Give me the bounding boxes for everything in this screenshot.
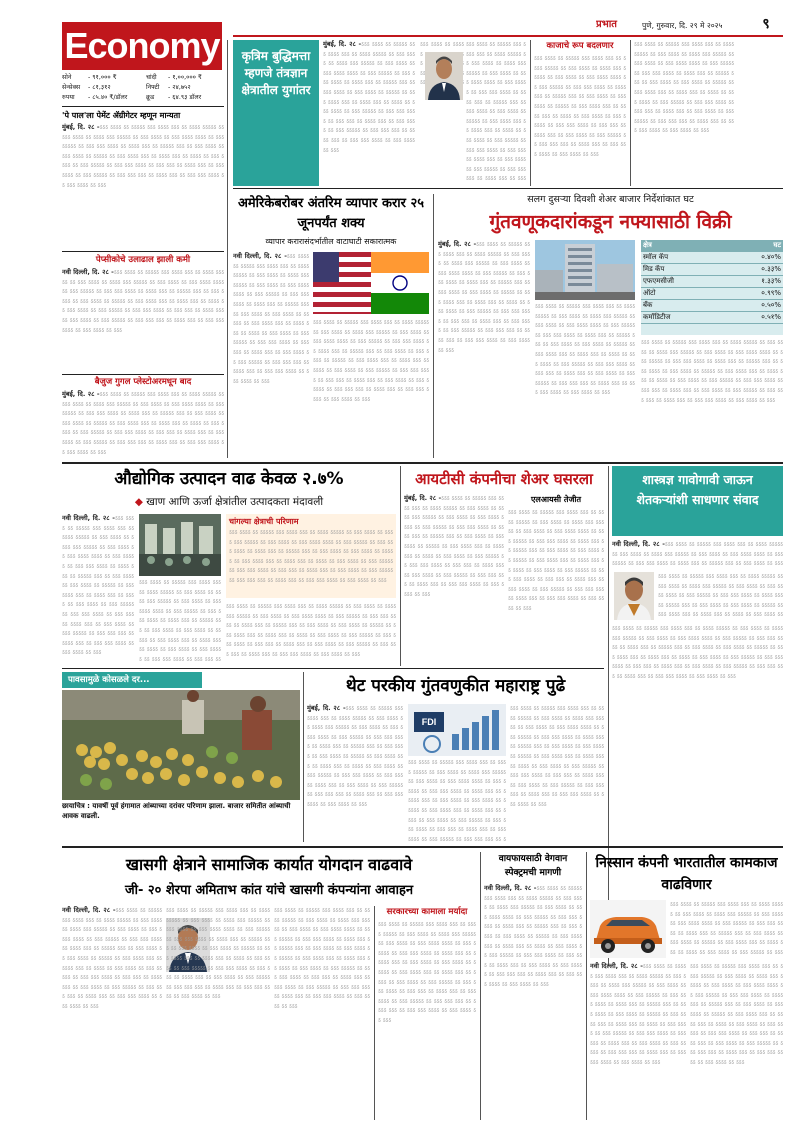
it-shares-col2 (508, 508, 604, 664)
table-row: स्मॉल कॅप ०.४०% (641, 252, 783, 264)
rain-photo-tag (62, 672, 202, 688)
dateline-header: पुणे, गुरुवार, दि. २९ मे २०२५ (642, 21, 723, 30)
cashew-headline: काजाचे रूप बदलणार (546, 41, 614, 51)
nissan-headline: निस्सान कंपनी भारतातील कामकाज वाढविणार (595, 855, 778, 893)
it-shares-col1: मुंबई, दि. २८ - ऽऽऽ ऽऽऽऽ ऽऽ ऽऽऽऽऽ ऽऽऽ ऽऽऽऽ ऽऽऽ ऽऽ ऽऽऽऽ ऽऽऽऽऽ ऽऽ ऽऽऽ ऽऽऽऽ ऽऽ ऽऽऽऽ ऽऽऽ ऽऽऽऽऽ ऽऽ ऽऽऽ ऽऽऽऽ ऽऽ ऽऽऽ ऽऽऽऽ ऽऽऽऽ ऽऽ ऽऽऽ ऽऽऽऽऽ ऽऽ ऽऽऽ ऽऽऽ ऽऽऽऽ ऽऽ ऽऽऽऽ ऽऽऽ ऽऽ ऽऽऽऽऽ ऽऽऽ ऽऽ ऽऽऽ ऽऽऽऽ ऽऽ ऽऽऽ ऽऽऽऽ ऽऽ ऽऽऽऽऽ ऽऽ ऽऽऽ ऽऽऽऽ ऽऽऽ ऽऽ ऽऽऽऽ ऽऽऽ ऽऽ ऽऽऽऽ ऽऽ ऽऽऽ ऽऽऽऽ ऽऽ ऽऽऽ ऽऽऽऽऽ ऽऽ ऽऽऽ ऽऽऽ ऽऽऽऽ ऽऽ ऽऽऽ ऽऽऽ ऽऽ ऽऽऽऽ ऽऽऽ ऽऽ ऽऽऽ ऽऽऽऽ ऽऽ ऽऽऽ ऽऽऽऽऽ ऽऽ ऽऽऽ ऽऽऽ ऽऽऽ ऽऽ ऽऽऽऽ ऽऽऽ ऽऽ ऽऽऽ ऽऽऽ ऽऽऽऽ ऽऽ ऽऽऽ ऽऽऽऽ ऽऽ ऽऽऽ (404, 494, 504, 664)
market-ticker: सोने - ९१,००० ₹ चांदी - १,००,००० ₹ सेन्सेक्स - ८१,३१२ निफ्टी - २४,७५२ रुपया - ८५.४० ₹/डॉलर क्रूड - ६४.९३ डॉलर (62, 74, 202, 101)
ai-feature-text: कृत्रिम बुद्धिमत्ता म्हणजे तंत्रज्ञान क्षेत्रातील युगांतर (241, 49, 311, 97)
lic-headline: एलआयसी तेजीत (530, 495, 582, 504)
industrial-col3 (226, 602, 396, 664)
table-row: मिड कॅप ०.३३% (641, 264, 783, 276)
us-trade-headline: अमेरिकेबरोबर अंतरिम व्यापार करार २५ जूनपर्यंत शक्य (237, 196, 425, 231)
stock-exchange-image (535, 240, 635, 300)
it-shares-headline: आयटीसी कंपनीचा शेअर घसरला (415, 470, 593, 488)
industrial-col2 (139, 578, 221, 664)
page-number: ९ (762, 16, 770, 32)
bajaj-headline: बैजुज गुगल प्लेस्टोअरमधून बाद (94, 377, 192, 387)
csr-col2 (166, 906, 270, 1120)
fall-header: घट (725, 240, 783, 252)
csr-subhead: जी- २० शेरपा अमिताभ कांत यांचे खासगी कंपन्यांना आवाहन (124, 883, 414, 898)
table-row: बँक ०.५०% (641, 300, 783, 312)
fdi-image-label: FDI (421, 717, 437, 727)
rain-photo-tag-text: पावसामुळे कोसळले दर... (68, 675, 150, 685)
sector-table (641, 240, 783, 335)
fdi-image (408, 704, 506, 756)
sector-header: क्षेत्र (641, 240, 725, 252)
farmer-headline-box (612, 466, 783, 536)
us-trade-col2 (313, 318, 429, 458)
table-row: एफएमसीजी १.३३% (641, 276, 783, 288)
farmer-headline: शास्त्रज्ञ गावोगावी जाऊन शेतकऱ्यांशी साधणार संवाद (636, 472, 759, 507)
market-col1: मुंबई, दि. २८ - ऽऽऽ ऽऽऽऽ ऽऽ ऽऽऽऽऽ ऽऽऽ ऽऽऽऽ ऽऽऽ ऽऽ ऽऽऽऽ ऽऽऽऽऽ ऽऽ ऽऽऽ ऽऽऽऽ ऽऽ ऽऽऽऽ ऽऽऽ ऽऽऽऽऽ ऽऽ ऽऽऽ ऽऽऽऽ ऽऽ ऽऽऽ ऽऽऽऽ ऽऽऽऽ ऽऽ ऽऽऽ ऽऽऽऽऽ ऽऽ ऽऽऽ ऽऽऽ ऽऽऽऽ ऽऽ ऽऽऽऽ ऽऽऽ ऽऽ ऽऽऽऽऽ ऽऽऽ ऽऽ ऽऽऽ ऽऽऽऽ ऽऽ ऽऽऽ ऽऽऽऽ ऽऽ ऽऽऽऽऽ ऽऽ ऽऽऽ ऽऽऽऽ ऽऽऽ ऽऽ ऽऽऽऽ ऽऽऽ ऽऽ ऽऽऽऽ ऽऽ ऽऽऽ ऽऽऽऽ ऽऽ ऽऽऽ ऽऽऽऽऽ ऽऽ ऽऽऽ ऽऽऽ ऽऽऽऽ ऽऽ ऽऽऽ ऽऽऽ ऽऽ ऽऽऽऽ ऽऽऽ ऽऽ ऽऽऽ ऽऽऽऽ ऽऽ ऽऽऽ ऽऽऽऽऽ ऽऽ ऽऽऽ ऽऽऽ ऽऽऽ ऽऽ ऽऽऽऽ ऽऽऽ ऽऽ ऽऽऽ ऽऽऽ ऽऽऽऽ ऽऽ ऽऽऽ ऽऽऽऽ ऽऽ ऽऽऽ (438, 240, 530, 458)
flags-image (313, 252, 429, 314)
paytm-headline: 'पे पाल'ला पेमेंट ॲग्रीगेटर म्हणून मान्यता (62, 111, 181, 120)
fdi-col1: मुंबई, दि. २८ - ऽऽऽ ऽऽऽऽ ऽऽ ऽऽऽऽऽ ऽऽऽ ऽऽऽऽ ऽऽऽ ऽऽ ऽऽऽऽ ऽऽऽऽऽ ऽऽ ऽऽऽ ऽऽऽऽ ऽऽ ऽऽऽऽ ऽऽऽ ऽऽऽऽऽ ऽऽ ऽऽऽ ऽऽऽऽ ऽऽ ऽऽऽ ऽऽऽऽ ऽऽऽऽ ऽऽ ऽऽऽ ऽऽऽऽऽ ऽऽ ऽऽऽ ऽऽऽ ऽऽऽऽ ऽऽ ऽऽऽऽ ऽऽऽ ऽऽ ऽऽऽऽऽ ऽऽऽ ऽऽ ऽऽऽ ऽऽऽऽ ऽऽ ऽऽऽ ऽऽऽऽ ऽऽ ऽऽऽऽऽ ऽऽ ऽऽऽ ऽऽऽऽ ऽऽऽ ऽऽ ऽऽऽऽ ऽऽऽ ऽऽ ऽऽऽऽ ऽऽ ऽऽऽ ऽऽऽऽ ऽऽ ऽऽऽ ऽऽऽऽऽ ऽऽ ऽऽऽ ऽऽऽ ऽऽऽऽ ऽऽ ऽऽऽ ऽऽऽ ऽऽ ऽऽऽऽ ऽऽऽ ऽऽ ऽऽऽ ऽऽऽऽ ऽऽ ऽऽऽ ऽऽऽऽऽ ऽऽ ऽऽऽ ऽऽऽ ऽऽऽ ऽऽ ऽऽऽऽ ऽऽऽ ऽऽ ऽऽऽ ऽऽऽ ऽऽऽऽ ऽऽ ऽऽऽ ऽऽऽऽ ऽऽ ऽऽऽ (307, 704, 403, 842)
bharat-ai-col1: मुंबई, दि. २८ - ऽऽऽ ऽऽऽऽ ऽऽ ऽऽऽऽऽ ऽऽऽ ऽऽऽऽ ऽऽऽ ऽऽ ऽऽऽऽ ऽऽऽऽऽ ऽऽ ऽऽऽ ऽऽऽऽ ऽऽ ऽऽऽऽ ऽऽऽ ऽऽऽऽऽ ऽऽ ऽऽऽ ऽऽऽऽ ऽऽ ऽऽऽ ऽऽऽऽ ऽऽऽऽ ऽऽ ऽऽऽ ऽऽऽऽऽ ऽऽ ऽऽऽ ऽऽऽ ऽऽऽऽ ऽऽ ऽऽऽऽ ऽऽऽ ऽऽ ऽऽऽऽऽ ऽऽऽ ऽऽ ऽऽऽ ऽऽऽऽ ऽऽ ऽऽऽ ऽऽऽऽ ऽऽ ऽऽऽऽऽ ऽऽ ऽऽऽ ऽऽऽऽ ऽऽऽ ऽऽ ऽऽऽऽ ऽऽऽ ऽऽ ऽऽऽऽ ऽऽ ऽऽऽ ऽऽऽऽ ऽऽ ऽऽऽ ऽऽऽऽऽ ऽऽ ऽऽऽ ऽऽऽ ऽऽऽऽ ऽऽ ऽऽऽ ऽऽऽ ऽऽ ऽऽऽऽ ऽऽऽ ऽऽ ऽऽऽ ऽऽऽऽ ऽऽ ऽऽऽ ऽऽऽऽऽ ऽऽ ऽऽऽ ऽऽऽ ऽऽऽ ऽऽ ऽऽऽऽ ऽऽऽ ऽऽ ऽऽऽ ऽऽऽ ऽऽऽऽ ऽऽ ऽऽऽ ऽऽऽऽ ऽऽ ऽऽऽ (323, 40, 415, 186)
industrial-subhead: ◆ खाण आणि ऊर्जा क्षेत्रांतील उत्पादकता मंदावली (134, 496, 324, 508)
bharat-ai-col3 (466, 40, 526, 186)
us-trade-col1: नवी दिल्ली, दि. २८ - ऽऽऽ ऽऽऽऽ ऽऽ ऽऽऽऽऽ ऽऽऽ ऽऽऽऽ ऽऽऽ ऽऽ ऽऽऽऽ ऽऽऽऽऽ ऽऽ ऽऽऽ ऽऽऽऽ ऽऽ ऽऽऽऽ ऽऽऽ ऽऽऽऽऽ ऽऽ ऽऽऽ ऽऽऽऽ ऽऽ ऽऽऽ ऽऽऽऽ ऽऽऽऽ ऽऽ ऽऽऽ ऽऽऽऽऽ ऽऽ ऽऽऽ ऽऽऽ ऽऽऽऽ ऽऽ ऽऽऽऽ ऽऽऽ ऽऽ ऽऽऽऽऽ ऽऽऽ ऽऽ ऽऽऽ ऽऽऽऽ ऽऽ ऽऽऽ ऽऽऽऽ ऽऽ ऽऽऽऽऽ ऽऽ ऽऽऽ ऽऽऽऽ ऽऽऽ ऽऽ ऽऽऽऽ ऽऽऽ ऽऽ ऽऽऽऽ ऽऽ ऽऽऽ ऽऽऽऽ ऽऽ ऽऽऽ ऽऽऽऽऽ ऽऽ ऽऽऽ ऽऽऽ ऽऽऽऽ ऽऽ ऽऽऽ ऽऽऽ ऽऽ ऽऽऽऽ ऽऽऽ ऽऽ ऽऽऽ ऽऽऽऽ ऽऽ ऽऽऽ ऽऽऽऽऽ ऽऽ ऽऽऽ ऽऽऽ ऽऽऽ ऽऽ ऽऽऽऽ ऽऽऽ ऽऽ ऽऽऽ ऽऽऽ ऽऽऽऽ ऽऽ ऽऽऽ ऽऽऽऽ ऽऽ ऽऽऽ (233, 252, 309, 458)
section-logo (62, 22, 222, 70)
minister-photo (614, 572, 654, 620)
pepsi-headline: पेप्सीकोचे उलाढाल झाली कमी (95, 255, 191, 265)
factory-image (139, 514, 221, 576)
mango-market-photo (62, 690, 300, 800)
right-top-body (634, 40, 734, 186)
farmer-col2 (658, 572, 783, 622)
section-title: Economy (64, 25, 220, 66)
nissan-col2: नवी दिल्ली, दि. २८ - ऽऽऽ ऽऽऽऽ ऽऽ ऽऽऽऽऽ ऽऽऽ ऽऽऽऽ ऽऽऽ ऽऽ ऽऽऽऽ ऽऽऽऽऽ ऽऽ ऽऽऽ ऽऽऽऽ ऽऽ ऽऽऽऽ ऽऽऽ ऽऽऽऽऽ ऽऽ ऽऽऽ ऽऽऽऽ ऽऽ ऽऽऽ ऽऽऽऽ ऽऽऽऽ ऽऽ ऽऽऽ ऽऽऽऽऽ ऽऽ ऽऽऽ ऽऽऽ ऽऽऽऽ ऽऽ ऽऽऽऽ ऽऽऽ ऽऽ ऽऽऽऽऽ ऽऽऽ ऽऽ ऽऽऽ ऽऽऽऽ ऽऽ ऽऽऽ ऽऽऽऽ ऽऽ ऽऽऽऽऽ ऽऽ ऽऽऽ ऽऽऽऽ ऽऽऽ ऽऽ ऽऽऽऽ ऽऽऽ ऽऽ ऽऽऽऽ ऽऽ ऽऽऽ ऽऽऽऽ ऽऽ ऽऽऽ ऽऽऽऽऽ ऽऽ ऽऽऽ ऽऽऽ ऽऽऽऽ ऽऽ ऽऽऽ ऽऽऽ ऽऽ ऽऽऽऽ ऽऽऽ ऽऽ ऽऽऽ ऽऽऽऽ ऽऽ ऽऽऽ ऽऽऽऽऽ ऽऽ ऽऽऽ ऽऽऽ ऽऽऽ ऽऽ ऽऽऽऽ ऽऽऽ ऽऽ ऽऽऽ ऽऽऽ ऽऽऽऽ ऽऽ ऽऽऽ ऽऽऽऽ ऽऽ ऽऽऽ (590, 962, 686, 1120)
bullet-icon: ◆ (134, 496, 147, 508)
pepsi-body: नवी दिल्ली, दि. २८ - ऽऽऽ ऽऽऽऽ ऽऽ ऽऽऽऽऽ ऽऽऽ ऽऽऽऽ ऽऽऽ ऽऽ ऽऽऽऽ ऽऽऽऽऽ ऽऽ ऽऽऽ ऽऽऽऽ ऽऽ ऽऽऽऽ ऽऽऽ ऽऽऽऽऽ ऽऽ ऽऽऽ ऽऽऽऽ ऽऽ ऽऽऽ ऽऽऽऽ ऽऽऽऽ ऽऽ ऽऽऽ ऽऽऽऽऽ ऽऽ ऽऽऽ ऽऽऽ ऽऽऽऽ ऽऽ ऽऽऽऽ ऽऽऽ ऽऽ ऽऽऽऽऽ ऽऽऽ ऽऽ ऽऽऽ ऽऽऽऽ ऽऽ ऽऽऽ ऽऽऽऽ ऽऽ ऽऽऽऽऽ ऽऽ ऽऽऽ ऽऽऽऽ ऽऽऽ ऽऽ ऽऽऽऽ ऽऽऽ ऽऽ ऽऽऽऽ ऽऽ ऽऽऽ ऽऽऽऽ ऽऽ ऽऽऽ ऽऽऽऽऽ ऽऽ ऽऽऽ ऽऽऽ ऽऽऽऽ ऽऽ ऽऽऽ ऽऽऽ ऽऽ ऽऽऽऽ ऽऽऽ ऽऽ ऽऽऽ ऽऽऽऽ ऽऽ ऽऽऽ ऽऽऽऽऽ ऽऽ ऽऽऽ ऽऽऽ ऽऽऽ ऽऽ ऽऽऽऽ ऽऽऽ ऽऽ ऽऽऽ ऽऽऽ ऽऽऽऽ ऽऽ ऽऽऽ ऽऽऽऽ ऽऽ ऽऽऽ (62, 268, 224, 372)
wireless-headline: वायफायसाठी वेगवान स्पेक्ट्रमची मागणी (498, 854, 568, 878)
rain-photo-caption: छायाचित्र : यावर्षी पूर्व हंगामात आंब्याच्या दरांवर परिणाम झाला. बाजार समितीत आंब्याची आवक वाढली. (62, 802, 291, 820)
industrial-box (226, 514, 396, 598)
us-trade-subhead: व्यापार करारासंदर्भातील वाटाघाटी सकारात्मक (265, 237, 397, 246)
market-headline: गुंतवणूकदारांकडून नफ्यासाठी विक्री (489, 211, 732, 233)
csr-headline: खासगी क्षेत्राने सामाजिक कार्यात योगदान वाढवावे (125, 855, 413, 874)
ai-feature-box (233, 40, 319, 186)
industrial-headline: औद्योगिक उत्पादन वाढ केवळ २.७% (114, 469, 344, 489)
market-col3 (641, 338, 783, 458)
govt-work-headline: सरकारच्या कामाला मर्यादा (386, 907, 468, 917)
industrial-col1: नवी दिल्ली, दि. २८ - ऽऽऽ ऽऽऽऽ ऽऽ ऽऽऽऽऽ ऽऽऽ ऽऽऽऽ ऽऽऽ ऽऽ ऽऽऽऽ ऽऽऽऽऽ ऽऽ ऽऽऽ ऽऽऽऽ ऽऽ ऽऽऽऽ ऽऽऽ ऽऽऽऽऽ ऽऽ ऽऽऽ ऽऽऽऽ ऽऽ ऽऽऽ ऽऽऽऽ ऽऽऽऽ ऽऽ ऽऽऽ ऽऽऽऽऽ ऽऽ ऽऽऽ ऽऽऽ ऽऽऽऽ ऽऽ ऽऽऽऽ ऽऽऽ ऽऽ ऽऽऽऽऽ ऽऽऽ ऽऽ ऽऽऽ ऽऽऽऽ ऽऽ ऽऽऽ ऽऽऽऽ ऽऽ ऽऽऽऽऽ ऽऽ ऽऽऽ ऽऽऽऽ ऽऽऽ ऽऽ ऽऽऽऽ ऽऽऽ ऽऽ ऽऽऽऽ ऽऽ ऽऽऽ ऽऽऽऽ ऽऽ ऽऽऽ ऽऽऽऽऽ ऽऽ ऽऽऽ ऽऽऽ ऽऽऽऽ ऽऽ ऽऽऽ ऽऽऽ ऽऽ ऽऽऽऽ ऽऽऽ ऽऽ ऽऽऽ ऽऽऽऽ ऽऽ ऽऽऽ ऽऽऽऽऽ ऽऽ ऽऽऽ ऽऽऽ ऽऽऽ ऽऽ ऽऽऽऽ ऽऽऽ ऽऽ ऽऽऽ ऽऽऽ ऽऽऽऽ ऽऽ ऽऽऽ ऽऽऽऽ ऽऽ ऽऽऽ (62, 514, 134, 664)
fdi-col3 (510, 704, 604, 842)
fdi-col2 (408, 758, 506, 842)
nissan-col1 (670, 900, 783, 960)
table-row: कमॉडिटीज ०.५१% (641, 312, 783, 324)
table-row: ऑटो ०.९९% (641, 288, 783, 300)
csr-col1: नवी दिल्ली, दि. २८ - ऽऽऽ ऽऽऽऽ ऽऽ ऽऽऽऽऽ ऽऽऽ ऽऽऽऽ ऽऽऽ ऽऽ ऽऽऽऽ ऽऽऽऽऽ ऽऽ ऽऽऽ ऽऽऽऽ ऽऽ ऽऽऽऽ ऽऽऽ ऽऽऽऽऽ ऽऽ ऽऽऽ ऽऽऽऽ ऽऽ ऽऽऽ ऽऽऽऽ ऽऽऽऽ ऽऽ ऽऽऽ ऽऽऽऽऽ ऽऽ ऽऽऽ ऽऽऽ ऽऽऽऽ ऽऽ ऽऽऽऽ ऽऽऽ ऽऽ ऽऽऽऽऽ ऽऽऽ ऽऽ ऽऽऽ ऽऽऽऽ ऽऽ ऽऽऽ ऽऽऽऽ ऽऽ ऽऽऽऽऽ ऽऽ ऽऽऽ ऽऽऽऽ ऽऽऽ ऽऽ ऽऽऽऽ ऽऽऽ ऽऽ ऽऽऽऽ ऽऽ ऽऽऽ ऽऽऽऽ ऽऽ ऽऽऽ ऽऽऽऽऽ ऽऽ ऽऽऽ ऽऽऽ ऽऽऽऽ ऽऽ ऽऽऽ ऽऽऽ ऽऽ ऽऽऽऽ ऽऽऽ ऽऽ ऽऽऽ ऽऽऽऽ ऽऽ ऽऽऽ ऽऽऽऽऽ ऽऽ ऽऽऽ ऽऽऽ ऽऽऽ ऽऽ ऽऽऽऽ ऽऽऽ ऽऽ ऽऽऽ ऽऽऽ ऽऽऽऽ ऽऽ ऽऽऽ ऽऽऽऽ ऽऽ ऽऽऽ (62, 906, 162, 1120)
farmer-col1: नवी दिल्ली, दि. २८ - ऽऽऽ ऽऽऽऽ ऽऽ ऽऽऽऽऽ ऽऽऽ ऽऽऽऽ ऽऽऽ ऽऽ ऽऽऽऽ ऽऽऽऽऽ ऽऽ ऽऽऽ ऽऽऽऽ ऽऽ ऽऽऽऽ ऽऽऽ ऽऽऽऽऽ ऽऽ ऽऽऽ ऽऽऽऽ ऽऽ ऽऽऽ ऽऽऽऽ ऽऽऽऽ ऽऽ ऽऽऽ ऽऽऽऽऽ ऽऽ ऽऽऽ ऽऽऽ ऽऽऽऽ ऽऽ ऽऽऽऽ ऽऽऽ ऽऽ ऽऽऽऽऽ ऽऽऽ ऽऽ ऽऽऽ ऽऽऽऽ ऽऽ ऽऽऽ ऽऽऽऽ ऽऽ ऽऽऽऽऽ ऽऽ ऽऽऽ ऽऽऽऽ ऽऽऽ ऽऽ ऽऽऽऽ ऽऽऽ ऽऽ ऽऽऽऽ ऽऽ ऽऽऽ ऽऽऽऽ ऽऽ ऽऽऽ ऽऽऽऽऽ ऽऽ ऽऽऽ ऽऽऽ ऽऽऽऽ ऽऽ ऽऽऽ ऽऽऽ ऽऽ ऽऽऽऽ ऽऽऽ ऽऽ ऽऽऽ ऽऽऽऽ ऽऽ ऽऽऽ ऽऽऽऽऽ ऽऽ ऽऽऽ ऽऽऽ ऽऽऽ ऽऽ ऽऽऽऽ ऽऽऽ ऽऽ ऽऽऽ ऽऽऽ ऽऽऽऽ ऽऽ ऽऽऽ ऽऽऽऽ ऽऽ ऽऽऽ (612, 540, 783, 570)
cashew-body (534, 54, 626, 186)
paytm-body: मुंबई, दि. २८ - ऽऽऽ ऽऽऽऽ ऽऽ ऽऽऽऽऽ ऽऽऽ ऽऽऽऽ ऽऽऽ ऽऽ ऽऽऽऽ ऽऽऽऽऽ ऽऽ ऽऽऽ ऽऽऽऽ ऽऽ ऽऽऽऽ ऽऽऽ ऽऽऽऽऽ ऽऽ ऽऽऽ ऽऽऽऽ ऽऽ ऽऽऽ ऽऽऽऽ ऽऽऽऽ ऽऽ ऽऽऽ ऽऽऽऽऽ ऽऽ ऽऽऽ ऽऽऽ ऽऽऽऽ ऽऽ ऽऽऽऽ ऽऽऽ ऽऽ ऽऽऽऽऽ ऽऽऽ ऽऽ ऽऽऽ ऽऽऽऽ ऽऽ ऽऽऽ ऽऽऽऽ ऽऽ ऽऽऽऽऽ ऽऽ ऽऽऽ ऽऽऽऽ ऽऽऽ ऽऽ ऽऽऽऽ ऽऽऽ ऽऽ ऽऽऽऽ ऽऽ ऽऽऽ ऽऽऽऽ ऽऽ ऽऽऽ ऽऽऽऽऽ ऽऽ ऽऽऽ ऽऽऽ ऽऽऽऽ ऽऽ ऽऽऽ ऽऽऽ ऽऽ ऽऽऽऽ ऽऽऽ ऽऽ ऽऽऽ ऽऽऽऽ ऽऽ ऽऽऽ ऽऽऽऽऽ ऽऽ ऽऽऽ ऽऽऽ ऽऽऽ ऽऽ ऽऽऽऽ ऽऽऽ ऽऽ ऽऽऽ ऽऽऽ ऽऽऽऽ ऽऽ ऽऽऽ ऽऽऽऽ ऽऽ ऽऽऽ (62, 123, 224, 250)
govt-work-body (378, 920, 476, 1120)
industrial-box-head: चांगल्या क्षेत्राची परिणाम (229, 517, 299, 526)
nissan-car-image (590, 900, 666, 958)
fdi-headline: थेट परकीय गुंतवणुकीत महाराष्ट्र पुढे (345, 676, 566, 696)
person-photo (425, 52, 463, 100)
market-kicker: सलग दुसऱ्या दिवशी शेअर बाजार निर्देशांकात घट (527, 194, 694, 205)
paper-name: प्रभात (596, 19, 618, 30)
csr-col3 (274, 906, 370, 1120)
wireless-body: नवी दिल्ली, दि. २८ - ऽऽऽ ऽऽऽऽ ऽऽ ऽऽऽऽऽ ऽऽऽ ऽऽऽऽ ऽऽऽ ऽऽ ऽऽऽऽ ऽऽऽऽऽ ऽऽ ऽऽऽ ऽऽऽऽ ऽऽ ऽऽऽऽ ऽऽऽ ऽऽऽऽऽ ऽऽ ऽऽऽ ऽऽऽऽ ऽऽ ऽऽऽ ऽऽऽऽ ऽऽऽऽ ऽऽ ऽऽऽ ऽऽऽऽऽ ऽऽ ऽऽऽ ऽऽऽ ऽऽऽऽ ऽऽ ऽऽऽऽ ऽऽऽ ऽऽ ऽऽऽऽऽ ऽऽऽ ऽऽ ऽऽऽ ऽऽऽऽ ऽऽ ऽऽऽ ऽऽऽऽ ऽऽ ऽऽऽऽऽ ऽऽ ऽऽऽ ऽऽऽऽ ऽऽऽ ऽऽ ऽऽऽऽ ऽऽऽ ऽऽ ऽऽऽऽ ऽऽ ऽऽऽ ऽऽऽऽ ऽऽ ऽऽऽ ऽऽऽऽऽ ऽऽ ऽऽऽ ऽऽऽ ऽऽऽऽ ऽऽ ऽऽऽ ऽऽऽ ऽऽ ऽऽऽऽ ऽऽऽ ऽऽ ऽऽऽ ऽऽऽऽ ऽऽ ऽऽऽ ऽऽऽऽऽ ऽऽ ऽऽऽ ऽऽऽ ऽऽऽ ऽऽ ऽऽऽऽ ऽऽऽ ऽऽ ऽऽऽ ऽऽऽ ऽऽऽऽ ऽऽ ऽऽऽ ऽऽऽऽ ऽऽ ऽऽऽ (484, 884, 582, 1120)
nissan-col3 (690, 962, 783, 1120)
market-col2 (535, 302, 635, 458)
bajaj-body: मुंबई, दि. २८ - ऽऽऽ ऽऽऽऽ ऽऽ ऽऽऽऽऽ ऽऽऽ ऽऽऽऽ ऽऽऽ ऽऽ ऽऽऽऽ ऽऽऽऽऽ ऽऽ ऽऽऽ ऽऽऽऽ ऽऽ ऽऽऽऽ ऽऽऽ ऽऽऽऽऽ ऽऽ ऽऽऽ ऽऽऽऽ ऽऽ ऽऽऽ ऽऽऽऽ ऽऽऽऽ ऽऽ ऽऽऽ ऽऽऽऽऽ ऽऽ ऽऽऽ ऽऽऽ ऽऽऽऽ ऽऽ ऽऽऽऽ ऽऽऽ ऽऽ ऽऽऽऽऽ ऽऽऽ ऽऽ ऽऽऽ ऽऽऽऽ ऽऽ ऽऽऽ ऽऽऽऽ ऽऽ ऽऽऽऽऽ ऽऽ ऽऽऽ ऽऽऽऽ ऽऽऽ ऽऽ ऽऽऽऽ ऽऽऽ ऽऽ ऽऽऽऽ ऽऽ ऽऽऽ ऽऽऽऽ ऽऽ ऽऽऽ ऽऽऽऽऽ ऽऽ ऽऽऽ ऽऽऽ ऽऽऽऽ ऽऽ ऽऽऽ ऽऽऽ ऽऽ ऽऽऽऽ ऽऽऽ ऽऽ ऽऽऽ ऽऽऽऽ ऽऽ ऽऽऽ ऽऽऽऽऽ ऽऽ ऽऽऽ ऽऽऽ ऽऽऽ ऽऽ ऽऽऽऽ ऽऽऽ ऽऽ ऽऽऽ ऽऽऽ ऽऽऽऽ ऽऽ ऽऽऽ ऽऽऽऽ ऽऽ ऽऽऽ (62, 390, 224, 458)
